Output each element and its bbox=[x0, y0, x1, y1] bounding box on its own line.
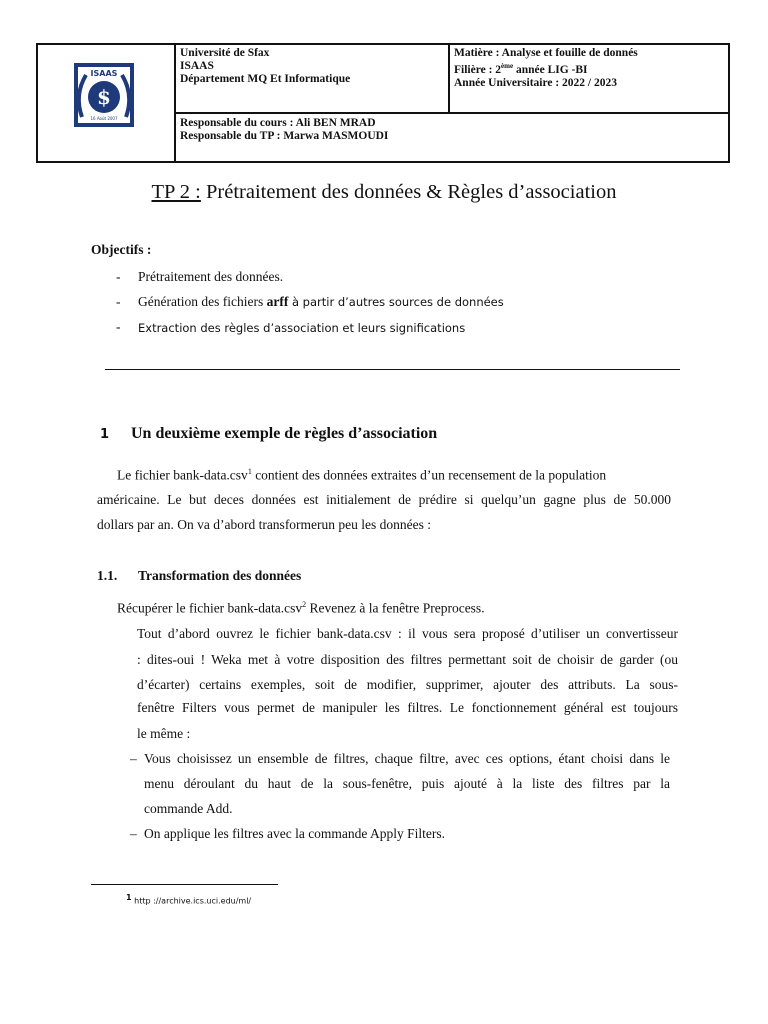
svg-text:$: $ bbox=[97, 85, 111, 109]
divider bbox=[105, 369, 680, 370]
paragraph-line: d’écarter) certains exemples, soit de modifier, supprimer, ajouter des attributs. La sous- bbox=[137, 677, 678, 692]
university-name: Université de Sfax bbox=[180, 47, 270, 59]
course-responsible: Responsable du cours : Ali BEN MRAD bbox=[180, 117, 376, 129]
objectives-heading: Objectifs : bbox=[91, 242, 152, 257]
paragraph-line: : dites-oui ! Weka met à votre disposition des filtres permettant soit de choisir de garder (ou bbox=[137, 652, 678, 667]
header-table bbox=[36, 43, 730, 163]
footnote: $^1$ http ://archive.ics.uci.edu/ml/ bbox=[126, 893, 252, 906]
list-item: - Prétraitement des données. bbox=[116, 269, 284, 284]
page-title: TP 2 : Prétraitement des données & Règles d’association bbox=[151, 181, 617, 203]
table-divider bbox=[448, 45, 450, 113]
tp-responsible: Responsable du TP : Marwa MASMOUDI bbox=[180, 130, 389, 142]
subject: Matière : Analyse et fouille de donnés bbox=[454, 47, 638, 59]
table-divider bbox=[174, 112, 728, 114]
logo-text: ISAAS bbox=[90, 69, 118, 78]
responsables-cell bbox=[180, 117, 388, 143]
paragraph-line: américaine. Le but deces données est initialement de prédire si quelqu’un gagne plus de 50.000 bbox=[97, 492, 671, 507]
paragraph-line: dollars par an. On va d’abord transformerun peu les données : bbox=[97, 517, 432, 532]
paragraph-line: menu déroulant du haut de la sous-fenêtre, puis ajouté à la liste des filtres par la bbox=[144, 776, 670, 791]
department-name: Département MQ Et Informatique bbox=[180, 73, 351, 85]
isaas-logo bbox=[64, 57, 144, 133]
logo-subtext: 16 Août 2007 bbox=[90, 116, 118, 121]
institute-name: ISAAS bbox=[180, 60, 214, 72]
subsection-heading: 1.1. Transformation des données bbox=[97, 568, 302, 583]
paragraph-line: commande Add. bbox=[144, 801, 233, 816]
list-item: - Génération des fichiers arff à partir d’autres sources de données bbox=[116, 294, 504, 309]
paragraph-line: Le fichier bank-data.csv$^1$ contient des données extraites d’un recensement de la population bbox=[117, 467, 607, 483]
academic-year: Année Universitaire : 2022 / 2023 bbox=[454, 76, 618, 89]
list-item: – Vous choisissez un ensemble de filtres, chaque filtre, avec ces options, étant choisi dans le bbox=[130, 751, 670, 766]
institution-cell bbox=[180, 47, 350, 86]
section-heading: 1 Un deuxième exemple de règles d’association bbox=[100, 425, 438, 442]
list-item: - Extraction des règles d’association et leurs significations bbox=[116, 319, 466, 335]
paragraph-line: fenêtre Filters vous permet de manipuler les filtres. Le fonctionnement général est toujours bbox=[137, 700, 678, 715]
filiere: Filière : 2ème année LIG -BI bbox=[454, 62, 588, 76]
footnote-rule bbox=[91, 884, 278, 885]
table-divider bbox=[174, 45, 176, 161]
paragraph-line: le même : bbox=[137, 726, 191, 741]
list-item: – On applique les filtres avec la commande Apply Filters. bbox=[130, 826, 446, 841]
paragraph-line: Tout d’abord ouvrez le fichier bank-data.csv : il vous sera proposé d’utiliser un convertisseur bbox=[137, 626, 678, 641]
paragraph-line: Récupérer le fichier bank-data.csv$^2$ Revenez à la fenêtre Preprocess. bbox=[117, 600, 485, 616]
course-info-cell bbox=[454, 47, 638, 90]
